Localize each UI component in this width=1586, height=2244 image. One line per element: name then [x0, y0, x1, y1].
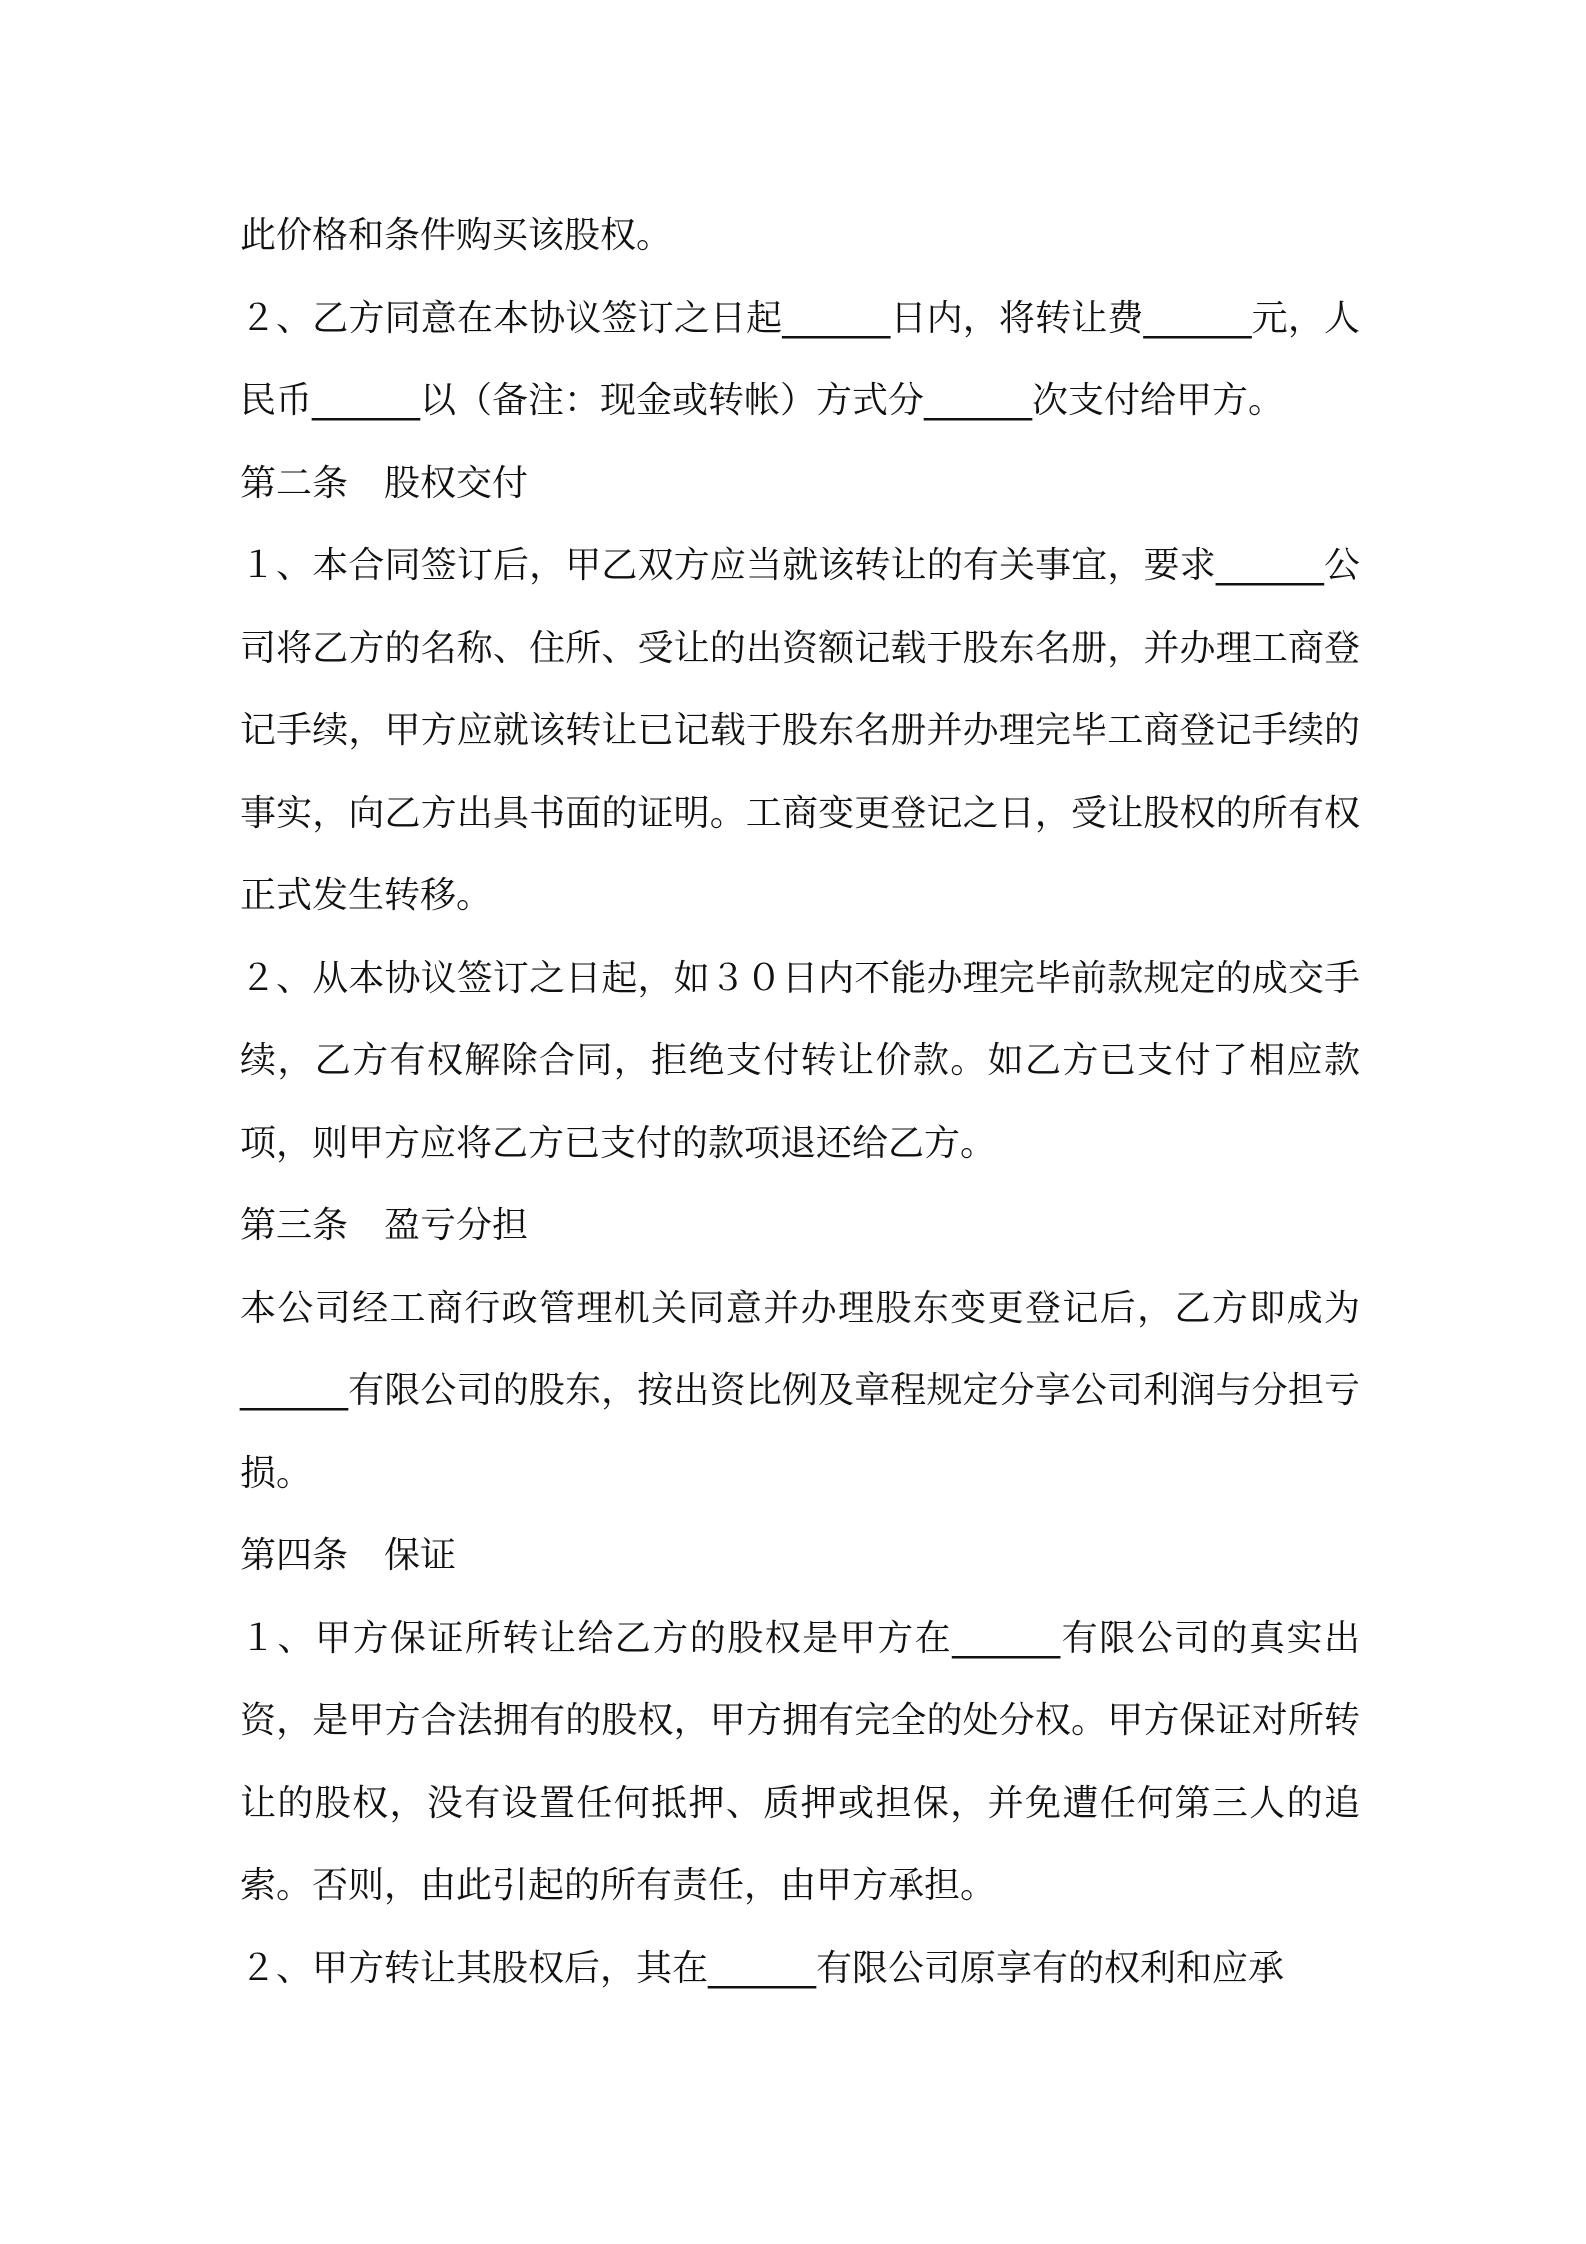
article-heading-2 [240, 443, 1360, 526]
paragraph-profit-loss: 本公司经工商行政管理机关同意并办理股东变更登记后，乙方即成为______有限公司的股东，按出资比例及章程规定分享公司利润与分担亏损。 [240, 1287, 1360, 1494]
article-number: 第四条 [240, 1535, 349, 1576]
article-title: 股权交付 [384, 462, 529, 504]
article-title: 盈亏分担 [384, 1205, 529, 1246]
paragraph-payment: ２、乙方同意在本协议签订之日起______日内，将转让费______元，人民币______以（备注：现金或转帐）方式分______次支付给甲方。 [240, 297, 1360, 421]
paragraph-warranty-2: ２、甲方转让其股权后，其在______有限公司原享有的权利和应承 [240, 1947, 1285, 1989]
article-number: 第三条 [240, 1205, 349, 1246]
article-number: 第二条 [240, 462, 349, 504]
article-title: 保证 [384, 1535, 457, 1576]
paragraph-continuation: 此价格和条件购买该股权。 [240, 215, 673, 256]
paragraph-delivery-1: １、本合同签订后，甲乙双方应当就该转让的有关事宜，要求______公司将乙方的名称、住所、受让的出资额记载于股东名册，并办理工商登记手续，甲方应就该转让已记载于股东名册并办理完毕工商登记手续的事实，向乙方出具书面的证明。工商变更登记之日，受让股权的所有权正式发生转移。 [240, 545, 1360, 916]
article-heading-4 [240, 1515, 1360, 1598]
paragraph-delivery-2: ２、从本协议签订之日起，如３０日内不能办理完毕前款规定的成交手续，乙方有权解除合同，拒绝支付转让价款。如乙方已支付了相应款项，则甲方应将乙方已支付的款项退还给乙方。 [240, 957, 1360, 1164]
paragraph-warranty-1: １、甲方保证所转让给乙方的股权是甲方在______有限公司的真实出资，是甲方合法拥有的股权，甲方拥有完全的处分权。甲方保证对所转让的股权，没有设置任何抵押、质押或担保，并免遭任何第三人的追索。否则，由此引起的所有责任，由甲方承担。 [240, 1617, 1360, 1906]
article-heading-3 [240, 1185, 1360, 1268]
document-body [240, 195, 1360, 2010]
